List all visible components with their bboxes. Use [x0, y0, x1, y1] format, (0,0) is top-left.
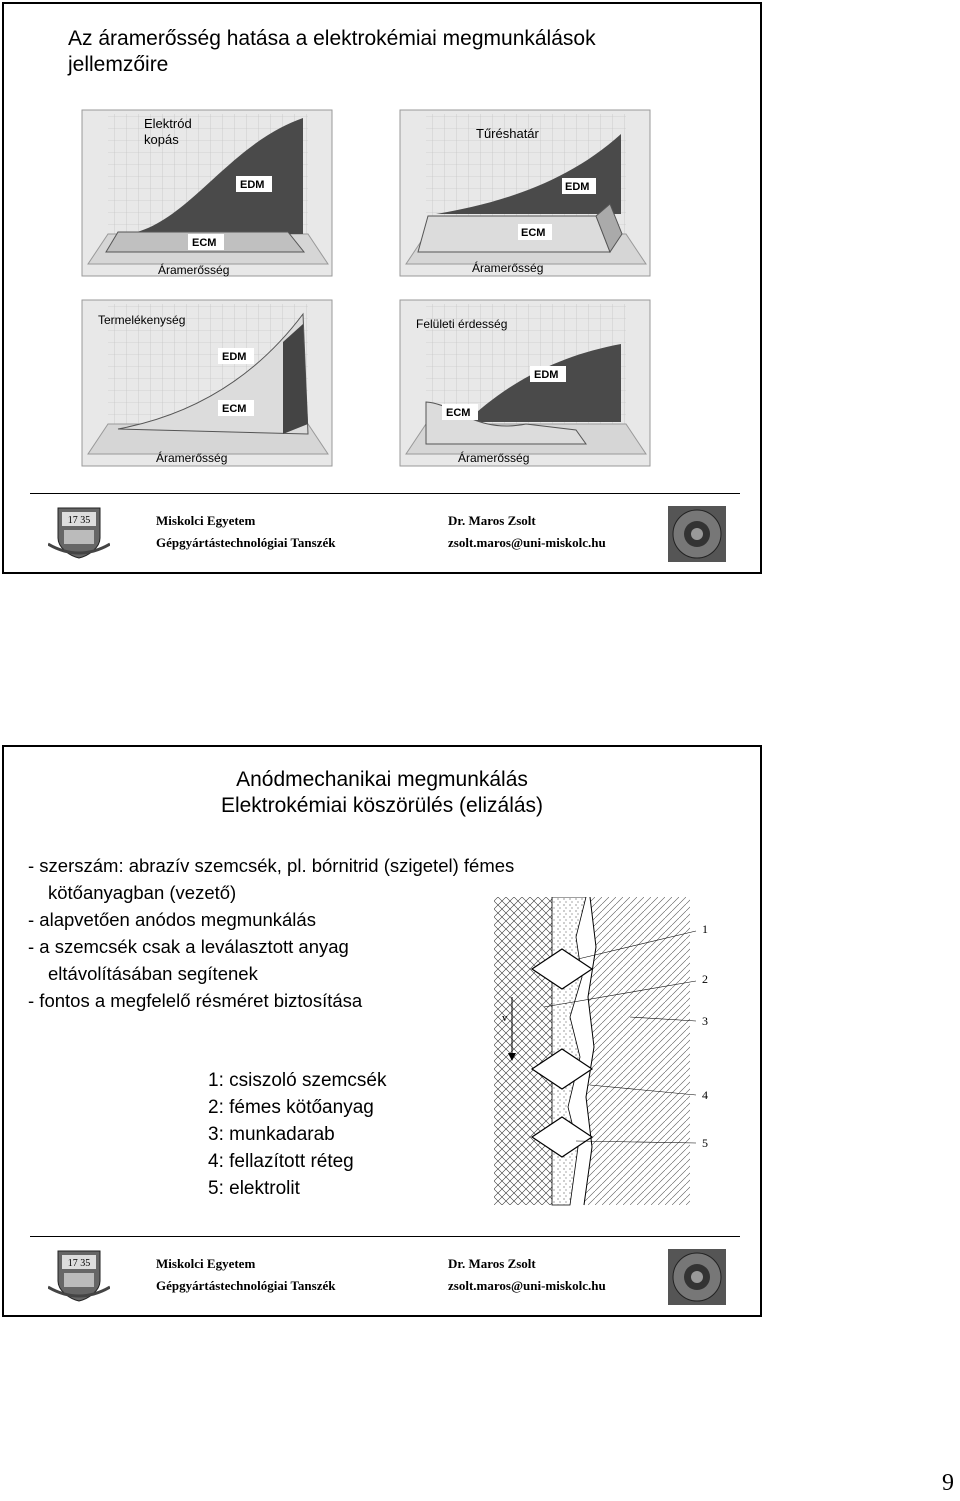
footer-rule — [30, 1236, 740, 1237]
chart-surface-roughness — [396, 294, 654, 472]
footer-department: Gépgyártástechnológiai Tanszék — [156, 535, 336, 550]
slide-footer — [30, 1233, 740, 1313]
ecm-label: ECM — [446, 407, 471, 419]
ecm-label: ECM — [521, 227, 546, 239]
ecm-label: ECM — [192, 237, 217, 249]
slide-title: Az áramerősség hatása a elektrokémiai megmunkálások jellemzőire — [68, 27, 596, 76]
svg-text:17 35: 17 35 — [67, 515, 91, 526]
grinding-diagram — [490, 897, 730, 1217]
university-seal-logo — [48, 1247, 110, 1303]
footer-author: Dr. Maros Zsolt — [448, 513, 536, 528]
chart-ylabel: Felületi érdesség — [416, 317, 508, 331]
svg-text:kopás: kopás — [144, 132, 179, 147]
chart-xlabel: Áramerősség — [458, 451, 530, 465]
chart-tolerance — [396, 104, 654, 282]
chart-ylabel: Termelékenység — [98, 313, 186, 327]
chart-electrode-wear — [78, 104, 336, 282]
bullet-continuation: eltávolításában segítenek — [48, 963, 258, 984]
slide-anode-mechanical — [2, 745, 762, 1317]
slide-footer — [30, 490, 740, 570]
footer-email: zsolt.maros@uni-miskolc.hu — [448, 535, 606, 550]
figure-label-2: 2 — [702, 972, 708, 986]
legend-item: 2: fémes kötőanyag — [208, 1097, 374, 1118]
bullet-list — [28, 852, 514, 1014]
figure-label-3: 3 — [702, 1014, 708, 1028]
footer-university: Miskolci Egyetem — [156, 513, 256, 528]
legend-item: 4: fellazított réteg — [208, 1151, 354, 1172]
page-number: 9 — [942, 1470, 954, 1496]
bullet-item: - szerszám: abrazív szemcsék, pl. bórnitrid (szigetel) fémes — [28, 855, 515, 876]
footer-author: Dr. Maros Zsolt — [448, 1256, 536, 1271]
university-seal-logo — [48, 504, 110, 560]
slide-title — [4, 767, 760, 819]
edm-label: EDM — [240, 179, 265, 191]
slide-title-line1: Anódmechanikai megmunkálás — [236, 768, 528, 791]
chart-productivity — [78, 294, 336, 472]
edm-label: EDM — [534, 369, 559, 381]
footer-university: Miskolci Egyetem — [156, 1256, 256, 1271]
bullet-item: - fontos a megfelelő résméret biztosítása — [28, 990, 363, 1011]
slide-title-line2: Elektrokémiai köszörülés (elizálás) — [220, 794, 544, 817]
legend-item: 5: elektrolit — [208, 1178, 300, 1199]
chart-xlabel: Áramerősség — [472, 261, 544, 275]
edm-label: EDM — [222, 351, 247, 363]
bullet-item: - alapvetően anódos megmunkálás — [28, 909, 316, 930]
svg-text:17 35: 17 35 — [67, 1258, 91, 1269]
figure-label-4: 4 — [702, 1088, 708, 1102]
figure-legend — [208, 1067, 386, 1202]
chart-ylabel: Elektród — [144, 116, 192, 131]
footer-rule — [30, 493, 740, 494]
figure-label-5: 5 — [702, 1136, 708, 1150]
bullet-continuation: kötőanyagban (vezető) — [48, 882, 237, 903]
chart-xlabel: Áramerősség — [156, 451, 228, 465]
ecm-label: ECM — [222, 403, 247, 415]
bullet-item: - a szemcsék csak a leválasztott anyag — [28, 936, 349, 957]
footer-department: Gépgyártástechnológiai Tanszék — [156, 1278, 336, 1293]
edm-label: EDM — [565, 181, 590, 193]
footer-email: zsolt.maros@uni-miskolc.hu — [448, 1278, 606, 1293]
slide-current-strength — [2, 2, 762, 574]
legend-item: 3: munkadarab — [208, 1124, 335, 1145]
department-logo — [668, 1249, 726, 1305]
velocity-label: v — [502, 1012, 508, 1024]
chart-ylabel: Tűréshatár — [476, 126, 539, 141]
chart-xlabel: Áramerősség — [158, 263, 230, 277]
legend-item: 1: csiszoló szemcsék — [208, 1070, 387, 1091]
department-logo — [668, 506, 726, 562]
figure-label-1: 1 — [702, 922, 708, 936]
